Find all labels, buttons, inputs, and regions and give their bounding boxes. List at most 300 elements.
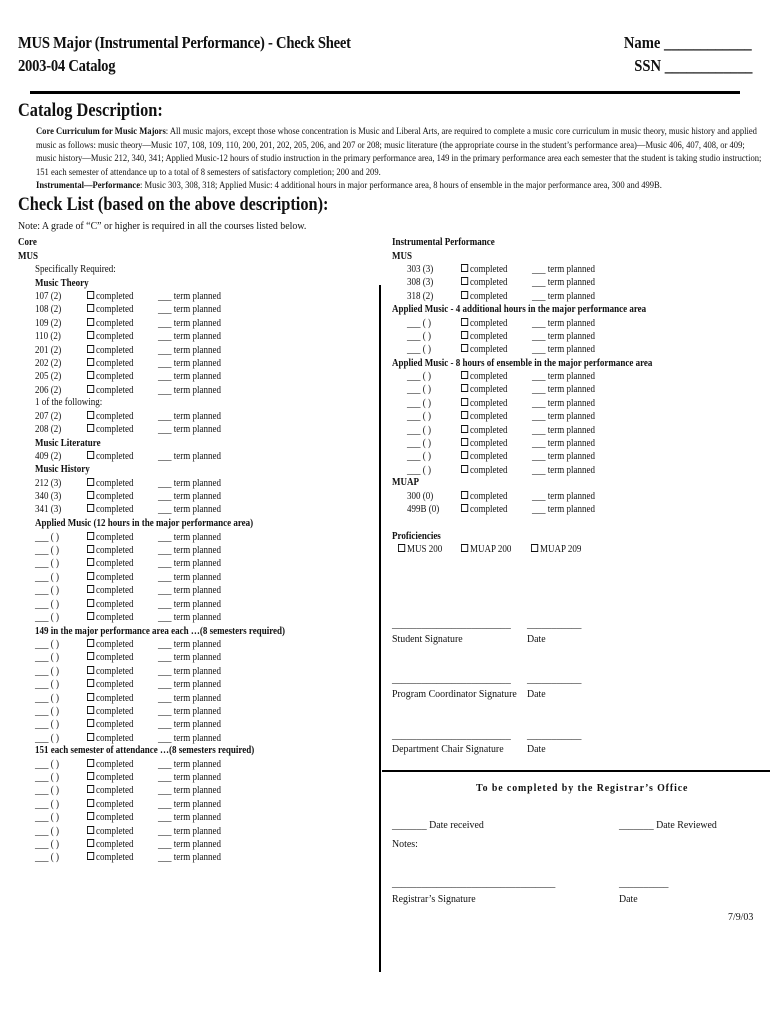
course-number: ___ ( ) (35, 825, 60, 837)
completed-checkbox[interactable] (461, 317, 507, 330)
term-planned-field[interactable]: ___ term planned (158, 692, 221, 704)
completed-label: completed (96, 652, 134, 664)
term-planned-field[interactable]: ___ term planned (158, 611, 221, 623)
term-planned-field[interactable]: ___ term planned (532, 504, 595, 516)
term-planned-field[interactable]: ___ term planned (532, 451, 595, 463)
term-planned-field[interactable]: ___ term planned (158, 291, 221, 302)
ensemble-row (407, 437, 647, 450)
completed-checkbox[interactable] (87, 477, 133, 490)
course-number: ___ ( ) (35, 692, 60, 704)
checkbox-icon[interactable] (87, 599, 94, 607)
checkbox-icon[interactable] (461, 277, 468, 285)
checkbox-icon[interactable] (461, 398, 468, 406)
completed-checkbox[interactable] (87, 758, 133, 771)
completed-checkbox[interactable] (87, 718, 133, 731)
checkbox-icon[interactable] (87, 491, 94, 499)
instrumental-description (36, 180, 765, 194)
completed-checkbox[interactable] (87, 584, 133, 597)
course-row (35, 290, 275, 303)
course-row (35, 450, 275, 463)
date-received-field[interactable]: _______ Date received (392, 819, 484, 831)
one-of-following-label: 1 of the following: (35, 397, 103, 408)
checkbox-icon[interactable] (461, 451, 468, 459)
checkbox-icon[interactable] (87, 411, 94, 419)
music-151-row (35, 771, 275, 784)
core-text: : All music majors, except those whose concentration is Music and Liberal Arts, are required to complete a music core curriculum in music theory, music history and applied music as follows: music theory—Music 107, 108, 109, 110, 200, 201, 202, 205, 206, and 207 or 208; music literature (the appropriate course in the student’s performance area)—Music 406, 407, 408, or 409; music history—Music 212, 340, 341; Applied Music-12 hours of studio instruction in the primary performance area, 149 in the primary performance area each semester that the student is taking studio instruction; 151 each semester of attendance up to a total of 8 semesters of satisfactory completion; 200 and 209. (36, 127, 762, 178)
grade-note: Note: A grade of “C” or higher is required in all the courses listed below. (18, 220, 307, 232)
completed-checkbox[interactable] (87, 771, 133, 784)
completed-checkbox[interactable] (87, 317, 133, 330)
completed-checkbox[interactable] (87, 450, 133, 463)
term-planned-field[interactable]: ___ term planned (158, 490, 221, 502)
checkbox-icon[interactable] (531, 544, 538, 552)
completed-label: completed (96, 798, 134, 810)
term-planned-field[interactable]: ___ term planned (532, 317, 595, 329)
completed-label: completed (96, 852, 134, 864)
course-number: ___ ( ) (35, 798, 60, 810)
coordinator-sig-line[interactable]: ________________________ (392, 673, 511, 685)
date-reviewed-field[interactable]: _______ Date Reviewed (619, 819, 717, 831)
completed-checkbox[interactable] (461, 370, 507, 383)
applied-music-heading: Applied Music (12 hours in the major performance area) (35, 518, 254, 529)
proficiency-item[interactable] (461, 543, 511, 556)
ensemble-row (407, 410, 647, 423)
completed-label: completed (470, 344, 508, 356)
applied-4-hours-heading: Applied Music - 4 additional hours in the major performance area (392, 304, 647, 315)
course-row (35, 317, 275, 330)
completed-checkbox[interactable] (87, 490, 133, 503)
term-planned-field[interactable]: ___ term planned (532, 424, 595, 436)
completed-label: completed (96, 838, 134, 850)
music-151-row (35, 825, 275, 838)
column-divider (379, 285, 381, 972)
student-sig-line[interactable]: ________________________ (392, 618, 511, 630)
checkbox-icon[interactable] (87, 532, 94, 540)
ensemble-row (407, 450, 647, 463)
term-planned-field[interactable]: ___ term planned (158, 304, 221, 316)
completed-label: completed (96, 504, 134, 516)
checkbox-icon[interactable] (398, 544, 405, 552)
completed-checkbox[interactable] (87, 557, 133, 570)
checkbox-icon[interactable] (87, 785, 94, 793)
checkbox-icon[interactable] (87, 812, 94, 820)
music-149-row (35, 638, 275, 651)
term-planned-field[interactable]: ___ term planned (532, 491, 595, 502)
course-number: ___ ( ) (35, 665, 60, 677)
term-planned-field[interactable]: ___ term planned (158, 358, 221, 369)
checkbox-icon[interactable] (87, 666, 94, 674)
completed-label: completed (470, 464, 508, 476)
completed-checkbox[interactable] (461, 290, 507, 303)
music-history-heading: Music History (35, 464, 90, 475)
applied-row (35, 598, 275, 611)
completed-checkbox[interactable] (461, 397, 507, 410)
term-planned-field[interactable]: ___ term planned (158, 679, 221, 691)
term-planned-field[interactable]: ___ term planned (532, 384, 595, 396)
term-planned-field[interactable]: ___ term planned (158, 771, 221, 783)
course-number: ___ ( ) (35, 706, 60, 717)
completed-label: completed (470, 491, 508, 502)
completed-label: completed (470, 411, 508, 423)
term-planned-field[interactable]: ___ term planned (158, 477, 221, 489)
checkbox-icon[interactable] (461, 438, 468, 446)
inst-label: Instrumental—Performance (36, 181, 141, 191)
ensemble-row (407, 370, 647, 383)
course-number: ___ ( ) (35, 585, 60, 597)
completed-label: completed (96, 585, 134, 597)
checkbox-icon[interactable] (87, 424, 94, 432)
checkbox-icon[interactable] (87, 679, 94, 687)
checkbox-icon[interactable] (87, 558, 94, 566)
completed-label: completed (470, 397, 508, 409)
course-row (35, 330, 275, 343)
name-field[interactable]: Name ____________ (624, 33, 752, 52)
checkbox-icon[interactable] (461, 264, 468, 272)
completed-checkbox[interactable] (87, 798, 133, 811)
completed-checkbox[interactable] (461, 490, 507, 503)
course-row (35, 477, 275, 490)
checkbox-icon[interactable] (87, 772, 94, 780)
checkbox-icon[interactable] (87, 371, 94, 379)
term-planned-field[interactable]: ___ term planned (158, 344, 221, 356)
course-number: ___ ( ) (407, 451, 432, 463)
term-planned-field[interactable]: ___ term planned (158, 558, 221, 570)
student-signature-label: Student Signature (392, 633, 463, 645)
completed-checkbox[interactable] (87, 503, 133, 516)
completed-checkbox[interactable] (87, 825, 133, 838)
checkbox-icon[interactable] (87, 652, 94, 660)
checkbox-icon[interactable] (461, 344, 468, 352)
applied-4-row (407, 317, 647, 330)
completed-checkbox[interactable] (461, 503, 507, 516)
course-row (407, 263, 647, 276)
term-planned-field[interactable]: ___ term planned (158, 531, 221, 543)
completed-checkbox[interactable] (87, 784, 133, 797)
course-number: ___ ( ) (407, 317, 432, 329)
checkbox-icon[interactable] (87, 759, 94, 767)
completed-checkbox[interactable] (87, 303, 133, 316)
term-planned-field[interactable]: ___ term planned (532, 464, 595, 476)
music-149-row (35, 718, 275, 731)
checkbox-icon[interactable] (87, 852, 94, 860)
completed-label: completed (96, 544, 134, 556)
checkbox-icon[interactable] (87, 639, 94, 647)
term-planned-field[interactable]: ___ term planned (158, 719, 221, 731)
completed-checkbox[interactable] (87, 611, 133, 624)
music-151-row (35, 798, 275, 811)
completed-checkbox[interactable] (461, 464, 507, 477)
completed-checkbox[interactable] (461, 263, 507, 276)
applied-row (35, 611, 275, 624)
course-row (35, 410, 275, 423)
registrar-signature-label: Registrar’s Signature (392, 893, 476, 905)
completed-checkbox[interactable] (461, 383, 507, 396)
completed-checkbox[interactable] (87, 692, 133, 705)
course-number: ___ ( ) (35, 812, 60, 824)
completed-label: completed (470, 264, 508, 275)
ssn-field[interactable]: SSN ____________ (633, 56, 752, 75)
completed-checkbox[interactable] (461, 424, 507, 437)
term-planned-field[interactable]: ___ term planned (158, 504, 221, 516)
completed-checkbox[interactable] (87, 705, 133, 718)
course-number: ___ ( ) (35, 611, 60, 623)
checkbox-icon[interactable] (87, 385, 94, 393)
checkbox-icon[interactable] (461, 544, 468, 552)
term-planned-field[interactable]: ___ term planned (158, 371, 221, 383)
completed-checkbox[interactable] (87, 330, 133, 343)
header-divider (30, 91, 740, 94)
course-row (407, 503, 647, 516)
completed-checkbox[interactable] (87, 423, 133, 436)
chair-date-label: Date (527, 743, 546, 755)
core-label: Core (18, 237, 37, 248)
completed-checkbox[interactable] (87, 370, 133, 383)
checkbox-icon[interactable] (87, 318, 94, 326)
course-row (35, 490, 275, 503)
completed-label: completed (96, 732, 134, 744)
course-number: 318 (2) (407, 290, 434, 302)
completed-label: completed (96, 598, 134, 610)
ensemble-row (407, 464, 647, 477)
term-planned-field[interactable]: ___ term planned (158, 585, 221, 597)
term-planned-field[interactable]: ___ term planned (158, 451, 221, 462)
term-planned-field[interactable]: ___ term planned (532, 330, 595, 342)
music-149-heading: 149 in the major performance area each …(8 semesters required) (35, 625, 286, 637)
term-planned-field[interactable]: ___ term planned (158, 598, 221, 610)
core-label: Core Curriculum for Music Majors (36, 127, 166, 137)
completed-checkbox[interactable] (461, 437, 507, 450)
proficiency-item[interactable] (531, 543, 581, 556)
chair-signature-label: Department Chair Signature (392, 743, 504, 755)
course-number: ___ ( ) (35, 598, 60, 610)
course-number: 499B (0) (407, 504, 440, 516)
course-number: ___ ( ) (407, 464, 432, 476)
term-planned-field[interactable]: ___ term planned (158, 838, 221, 850)
checkbox-icon[interactable] (87, 504, 94, 512)
completed-checkbox[interactable] (87, 838, 133, 851)
coordinator-date-line[interactable]: ___________ (527, 673, 582, 685)
course-row (35, 370, 275, 383)
term-planned-field[interactable]: ___ term planned (532, 277, 595, 289)
checkbox-icon[interactable] (461, 465, 468, 473)
completed-label: completed (96, 558, 134, 570)
completed-checkbox[interactable] (87, 344, 133, 357)
completed-checkbox[interactable] (461, 343, 507, 356)
checkbox-icon[interactable] (87, 826, 94, 834)
inst-text: : Music 303, 308, 318; Applied Music: 4 additional hours in major performance area, 8 hours of ensemble in the major performance area, 300 and 499B. (140, 181, 662, 191)
completed-checkbox[interactable] (87, 651, 133, 664)
applied-row (35, 557, 275, 570)
registrar-sig-line[interactable]: _________________________________ (392, 877, 556, 889)
checkbox-icon[interactable] (87, 612, 94, 620)
ensemble-row (407, 424, 647, 437)
checkbox-icon[interactable] (87, 706, 94, 714)
completed-checkbox[interactable] (87, 851, 133, 864)
completed-checkbox[interactable] (87, 410, 133, 423)
course-row (35, 303, 275, 316)
completed-checkbox[interactable] (87, 598, 133, 611)
completed-checkbox[interactable] (87, 544, 133, 557)
completed-label: completed (96, 706, 134, 717)
checkbox-icon[interactable] (87, 572, 94, 580)
completed-label: completed (470, 504, 508, 516)
checkbox-icon[interactable] (461, 371, 468, 379)
checkbox-icon[interactable] (461, 318, 468, 326)
course-number: 207 (2) (35, 410, 62, 422)
registrar-heading: To be completed by the Registrar’s Office (476, 782, 689, 794)
checkbox-icon[interactable] (461, 411, 468, 419)
term-planned-field[interactable]: ___ term planned (158, 852, 221, 864)
term-planned-field[interactable]: ___ term planned (158, 652, 221, 664)
term-planned-field[interactable]: ___ term planned (158, 812, 221, 824)
coordinator-signature-label: Program Coordinator Signature (392, 688, 517, 700)
music-151-heading: 151 each semester of attendance …(8 semesters required) (35, 745, 255, 756)
term-planned-field[interactable]: ___ term planned (532, 438, 595, 449)
completed-checkbox[interactable] (87, 531, 133, 544)
page-title: MUS Major (Instrumental Performance) - Check Sheet (18, 33, 351, 52)
course-number: ___ ( ) (407, 371, 432, 382)
checkbox-icon[interactable] (87, 693, 94, 701)
applied-row (35, 584, 275, 597)
checkbox-icon[interactable] (87, 733, 94, 741)
term-planned-field[interactable]: ___ term planned (532, 411, 595, 423)
completed-checkbox[interactable] (87, 638, 133, 651)
checkbox-icon[interactable] (87, 304, 94, 312)
completed-checkbox[interactable] (87, 678, 133, 691)
completed-checkbox[interactable] (87, 357, 133, 370)
checkbox-icon[interactable] (87, 478, 94, 486)
completed-checkbox[interactable] (461, 330, 507, 343)
course-number: 409 (2) (35, 451, 62, 462)
completed-label: completed (470, 451, 508, 463)
term-planned-field[interactable]: ___ term planned (158, 825, 221, 837)
course-number: 208 (2) (35, 423, 62, 435)
completed-checkbox[interactable] (87, 665, 133, 678)
ensemble-row (407, 383, 647, 396)
registrar-date-line[interactable]: __________ (619, 877, 669, 889)
course-number: 205 (2) (35, 371, 62, 383)
music-149-row (35, 651, 275, 664)
course-number: ___ ( ) (35, 771, 60, 783)
completed-label: completed (96, 611, 134, 623)
term-planned-field[interactable]: ___ term planned (532, 344, 595, 356)
course-number: 212 (3) (35, 477, 62, 489)
music-149-row (35, 665, 275, 678)
proficiency-label: MUS 200 (407, 544, 443, 555)
term-planned-field[interactable]: ___ term planned (532, 397, 595, 409)
completed-checkbox[interactable] (461, 276, 507, 289)
checkbox-icon[interactable] (461, 425, 468, 433)
checkbox-icon[interactable] (87, 545, 94, 553)
notes-label: Notes: (392, 838, 418, 850)
course-row (407, 290, 647, 303)
applied-4-row (407, 330, 647, 343)
checkbox-icon[interactable] (87, 291, 94, 299)
term-planned-field[interactable]: ___ term planned (532, 371, 595, 382)
course-number: ___ ( ) (35, 732, 60, 744)
term-planned-field[interactable]: ___ term planned (158, 317, 221, 329)
proficiency-item[interactable] (398, 543, 442, 556)
term-planned-field[interactable]: ___ term planned (158, 571, 221, 583)
term-planned-field[interactable]: ___ term planned (158, 639, 221, 650)
music-149-row (35, 705, 275, 718)
term-planned-field[interactable]: ___ term planned (158, 423, 221, 435)
completed-label: completed (96, 758, 134, 770)
course-number: ___ ( ) (35, 679, 60, 691)
completed-label: completed (470, 438, 508, 449)
completed-label: completed (96, 531, 134, 543)
term-planned-field[interactable]: ___ term planned (158, 758, 221, 770)
term-planned-field[interactable]: ___ term planned (158, 665, 221, 677)
course-number: ___ ( ) (35, 785, 60, 797)
term-planned-field[interactable]: ___ term planned (532, 290, 595, 302)
completed-checkbox[interactable] (87, 571, 133, 584)
proficiencies-heading: Proficiencies (392, 531, 441, 542)
course-number: 206 (2) (35, 384, 62, 396)
completed-checkbox[interactable] (461, 410, 507, 423)
applied-row (35, 571, 275, 584)
term-planned-field[interactable]: ___ term planned (158, 410, 221, 422)
checkbox-icon[interactable] (461, 491, 468, 499)
course-number: ___ ( ) (407, 344, 432, 356)
registrar-divider (382, 770, 770, 772)
checkbox-icon[interactable] (461, 384, 468, 392)
proficiency-label: MUAP 200 (470, 544, 512, 555)
completed-label: completed (96, 291, 134, 302)
term-planned-field[interactable]: ___ term planned (532, 264, 595, 275)
core-description (36, 126, 765, 180)
checkbox-icon[interactable] (461, 504, 468, 512)
course-row (407, 276, 647, 289)
term-planned-field[interactable]: ___ term planned (158, 785, 221, 797)
checkbox-icon[interactable] (87, 585, 94, 593)
specifically-required-label: Specifically Required: (35, 264, 116, 275)
completed-checkbox[interactable] (87, 811, 133, 824)
checkbox-icon[interactable] (87, 839, 94, 847)
music-151-row (35, 784, 275, 797)
term-planned-field[interactable]: ___ term planned (158, 732, 221, 744)
chair-sig-line[interactable]: ________________________ (392, 729, 511, 741)
completed-label: completed (96, 490, 134, 502)
course-number: ___ ( ) (35, 719, 60, 731)
music-151-row (35, 811, 275, 824)
checkbox-icon[interactable] (87, 799, 94, 807)
student-date-line[interactable]: ___________ (527, 618, 582, 630)
checkbox-icon[interactable] (87, 331, 94, 339)
checkbox-icon[interactable] (461, 331, 468, 339)
term-planned-field[interactable]: ___ term planned (158, 384, 221, 396)
term-planned-field[interactable]: ___ term planned (158, 798, 221, 810)
checkbox-icon[interactable] (87, 719, 94, 727)
term-planned-field[interactable]: ___ term planned (158, 331, 221, 343)
music-149-row (35, 692, 275, 705)
checkbox-icon[interactable] (461, 291, 468, 299)
checkbox-icon[interactable] (87, 451, 94, 459)
course-number: ___ ( ) (407, 384, 432, 396)
term-planned-field[interactable]: ___ term planned (158, 544, 221, 556)
term-planned-field[interactable]: ___ term planned (158, 706, 221, 717)
music-151-row (35, 758, 275, 771)
checkbox-icon[interactable] (87, 358, 94, 366)
applied-row (35, 544, 275, 557)
course-number: ___ ( ) (35, 838, 60, 850)
course-number: 300 (0) (407, 491, 434, 502)
completed-checkbox[interactable] (461, 450, 507, 463)
chair-date-line[interactable]: ___________ (527, 729, 582, 741)
completed-checkbox[interactable] (87, 290, 133, 303)
completed-label: completed (96, 331, 134, 343)
checkbox-icon[interactable] (87, 345, 94, 353)
